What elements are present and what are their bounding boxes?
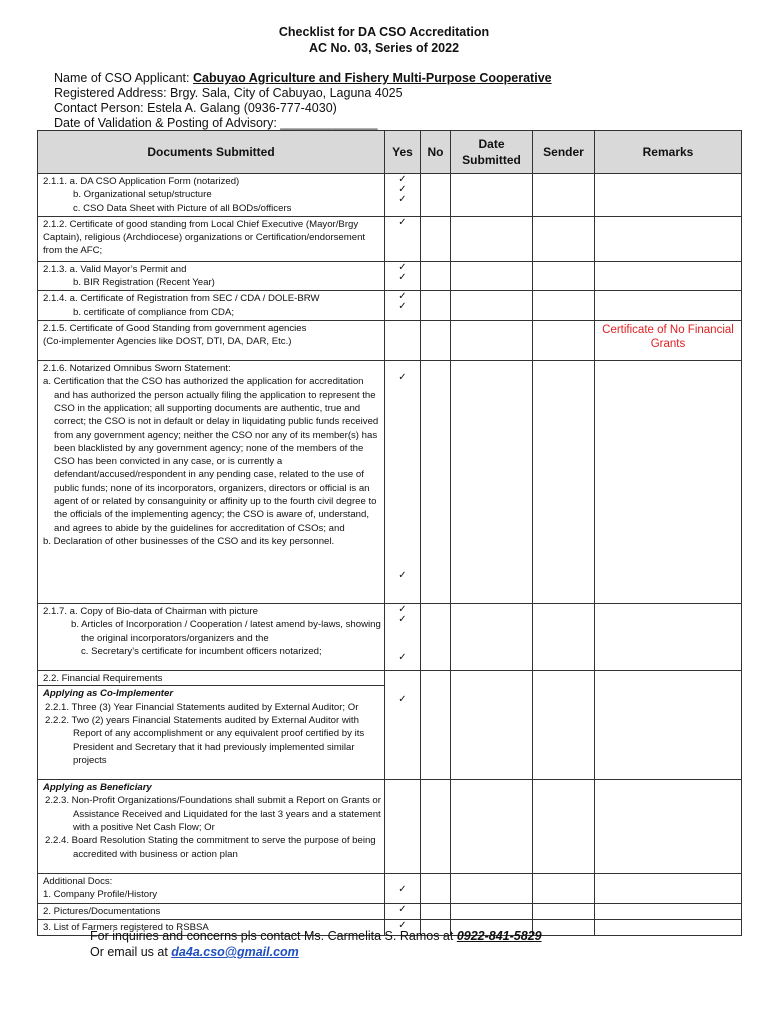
remarks-cell[interactable] bbox=[595, 361, 742, 604]
section-subheading: Applying as Beneficiary bbox=[43, 782, 152, 794]
checklist-table-wrapper bbox=[37, 130, 741, 936]
yes-cell[interactable] bbox=[385, 216, 421, 261]
check-icon: ✓ bbox=[398, 604, 407, 616]
header-documents: Documents Submitted bbox=[38, 131, 385, 174]
check-icon: ✓ bbox=[398, 261, 407, 273]
no-cell[interactable] bbox=[421, 291, 451, 321]
yes-cell[interactable] bbox=[385, 291, 421, 321]
check-icon: ✓ bbox=[398, 570, 407, 582]
check-icon: ✓ bbox=[398, 174, 407, 185]
check-icon: ✓ bbox=[398, 372, 407, 384]
table-row bbox=[38, 671, 742, 780]
doc-line: 2.1.1. a. DA CSO Application Form (notarized) bbox=[43, 176, 240, 187]
applicant-name-line bbox=[54, 71, 552, 85]
header-no: No bbox=[421, 131, 451, 174]
yes-cell[interactable] bbox=[385, 261, 421, 291]
doc-cell bbox=[38, 291, 385, 321]
remarks-cell[interactable]: Certificate of No Financial Grants bbox=[595, 321, 742, 361]
doc-line: 2.1.7. a. Copy of Bio-data of Chairman with picture bbox=[43, 606, 258, 618]
check-icon: ✓ bbox=[398, 184, 407, 195]
doc-line: 2.1.5. Certificate of Good Standing from government agencies bbox=[43, 323, 307, 335]
yes-cell[interactable] bbox=[385, 361, 421, 604]
check-icon: ✓ bbox=[398, 216, 407, 228]
date-cell[interactable] bbox=[451, 361, 533, 604]
sender-cell[interactable] bbox=[533, 291, 595, 321]
check-icon: ✓ bbox=[398, 919, 407, 931]
doc-paragraph: b. Declaration of other businesses of the CSO and its key personnel. bbox=[43, 535, 335, 547]
yes-cell[interactable] bbox=[385, 671, 421, 780]
no-cell[interactable] bbox=[421, 361, 451, 604]
applicant-name-label: Name of CSO Applicant: bbox=[54, 71, 190, 85]
yes-cell[interactable] bbox=[385, 604, 421, 671]
check-icon: ✓ bbox=[398, 903, 407, 915]
table-row bbox=[38, 291, 742, 321]
check-icon: ✓ bbox=[398, 271, 407, 283]
sender-cell[interactable] bbox=[533, 321, 595, 361]
check-icon: ✓ bbox=[398, 694, 407, 706]
date-cell[interactable] bbox=[451, 874, 533, 904]
doc-cell bbox=[38, 174, 385, 217]
yes-cell[interactable] bbox=[385, 903, 421, 919]
date-cell[interactable] bbox=[451, 174, 533, 217]
table-row bbox=[38, 261, 742, 291]
doc-cell bbox=[38, 261, 385, 291]
doc-cell: 2. Pictures/Documentations bbox=[38, 903, 385, 919]
doc-line: c. CSO Data Sheet with Picture of all BODs/officers bbox=[73, 202, 292, 214]
no-cell[interactable] bbox=[421, 780, 451, 874]
table-row bbox=[38, 361, 742, 604]
footer-email-text: Or email us at bbox=[90, 945, 172, 959]
remarks-cell[interactable] bbox=[595, 174, 742, 217]
sender-cell[interactable] bbox=[533, 604, 595, 671]
doc-cell bbox=[38, 671, 385, 780]
page-title: Checklist for DA CSO Accreditation bbox=[278, 25, 490, 39]
check-icon: ✓ bbox=[398, 884, 407, 896]
remarks-cell[interactable] bbox=[595, 261, 742, 291]
yes-cell[interactable] bbox=[385, 874, 421, 904]
sender-cell[interactable] bbox=[533, 261, 595, 291]
page-subtitle: AC No. 03, Series of 2022 bbox=[308, 41, 460, 55]
no-cell[interactable] bbox=[421, 604, 451, 671]
sender-cell[interactable] bbox=[533, 780, 595, 874]
table-row bbox=[38, 604, 742, 671]
doc-cell bbox=[38, 361, 385, 604]
yes-cell[interactable] bbox=[385, 780, 421, 874]
header-date-submitted: Date Submitted bbox=[451, 131, 533, 174]
check-icon: ✓ bbox=[398, 194, 407, 205]
sender-cell[interactable] bbox=[533, 216, 595, 261]
contact-person: Contact Person: Estela A. Galang (0936-777-4030) bbox=[54, 101, 337, 115]
doc-line: 1. Company Profile/History bbox=[43, 889, 158, 901]
sender-cell[interactable] bbox=[533, 903, 595, 919]
table-header-row bbox=[38, 131, 742, 174]
check-icon: ✓ bbox=[398, 301, 407, 313]
validation-date: Date of Validation & Posting of Advisory: ______________ bbox=[54, 116, 378, 130]
header-remarks: Remarks bbox=[595, 131, 742, 174]
remarks-cell[interactable] bbox=[595, 874, 742, 904]
yes-cell[interactable] bbox=[385, 321, 421, 361]
no-cell[interactable] bbox=[421, 261, 451, 291]
date-cell[interactable] bbox=[451, 321, 533, 361]
doc-line: 2.2. Financial Requirements bbox=[38, 671, 384, 686]
doc-paragraph: 2.2.3. Non-Profit Organizations/Foundations shall submit a Report on Grants or Assistance Received and Liquidated for the last 3 years and a statement with a positive Net Cash Flow; Or bbox=[45, 795, 381, 833]
doc-cell bbox=[38, 874, 385, 904]
remarks-cell[interactable] bbox=[595, 780, 742, 874]
doc-cell bbox=[38, 780, 385, 874]
date-cell[interactable] bbox=[451, 291, 533, 321]
doc-cell: 2.1.2. Certificate of good standing from Local Chief Executive (Mayor/Brgy Captain), religious (Archdiocese) organizations or Certification/endorsement from the AFC; bbox=[38, 216, 385, 261]
doc-cell: 3. List of Farmers registered to RSBSA bbox=[38, 919, 385, 935]
check-icon: ✓ bbox=[398, 614, 407, 626]
table-row bbox=[38, 216, 742, 261]
yes-cell[interactable] bbox=[385, 174, 421, 217]
table-row bbox=[38, 874, 742, 904]
doc-cell bbox=[38, 321, 385, 361]
date-cell[interactable] bbox=[451, 671, 533, 780]
sender-cell[interactable] bbox=[533, 174, 595, 217]
date-cell[interactable] bbox=[451, 261, 533, 291]
doc-cell bbox=[38, 604, 385, 671]
no-cell[interactable] bbox=[421, 874, 451, 904]
remarks-cell[interactable] bbox=[595, 919, 742, 935]
doc-line: b. certificate of compliance from CDA; bbox=[73, 306, 235, 318]
table-row bbox=[38, 321, 742, 361]
date-cell[interactable] bbox=[451, 903, 533, 919]
header-sender: Sender bbox=[533, 131, 595, 174]
sender-cell[interactable] bbox=[533, 361, 595, 604]
sender-cell[interactable] bbox=[533, 874, 595, 904]
doc-line: 2.1.4. a. Certificate of Registration from SEC / CDA / DOLE-BRW bbox=[43, 293, 320, 305]
doc-line: 2.1.3. a. Valid Mayor’s Permit and bbox=[43, 263, 187, 275]
doc-paragraph: 2.2.1. Three (3) Year Financial Statements audited by External Auditor; Or bbox=[45, 701, 359, 713]
checklist-table bbox=[37, 130, 742, 936]
header-yes: Yes bbox=[385, 131, 421, 174]
applicant-name-value: Cabuyao Agriculture and Fishery Multi-Purpose Cooperative bbox=[192, 71, 552, 85]
remarks-cell[interactable] bbox=[595, 903, 742, 919]
remarks-cell[interactable] bbox=[595, 604, 742, 671]
footer-contact-line bbox=[90, 929, 542, 943]
no-cell[interactable] bbox=[421, 321, 451, 361]
footer-email-line bbox=[90, 945, 299, 959]
doc-line: Additional Docs: bbox=[43, 876, 113, 888]
footer-contact-text: For inquiries and concerns pls contact Ms. Carmelita S. Ramos at bbox=[90, 929, 457, 943]
doc-line: 2.1.6. Notarized Omnibus Sworn Statement: bbox=[43, 363, 231, 375]
registered-address: Registered Address: Brgy. Sala, City of Cabuyao, Laguna 4025 bbox=[54, 86, 403, 100]
doc-line: b. Organizational setup/structure bbox=[73, 189, 212, 201]
date-cell[interactable] bbox=[451, 216, 533, 261]
no-cell[interactable] bbox=[421, 903, 451, 919]
sender-cell[interactable] bbox=[533, 671, 595, 780]
remarks-cell[interactable] bbox=[595, 291, 742, 321]
doc-line: b. BIR Registration (Recent Year) bbox=[73, 277, 215, 289]
date-cell[interactable] bbox=[451, 780, 533, 874]
footer-phone: 0922-841-5829 bbox=[456, 929, 542, 943]
section-subheading: Applying as Co-Implementer bbox=[43, 688, 174, 700]
doc-paragraph: 2.2.2. Two (2) years Financial Statements audited by External Auditor with Report of any accomplishment or any equivalent proof certified by its President and Secretary that it had previously implemented similar projects bbox=[45, 714, 365, 766]
doc-line: b. Articles of Incorporation / Cooperation / latest amend by-laws, showing the original incorporators/organizers and the bbox=[71, 619, 381, 644]
doc-line: (Co-implementer Agencies like DOST, DTI, DA, DAR, Etc.) bbox=[43, 336, 292, 348]
footer-email-link[interactable]: da4a.cso@gmail.com bbox=[171, 945, 299, 959]
table-row bbox=[38, 780, 742, 874]
doc-paragraph: 2.2.4. Board Resolution Stating the commitment to serve the purpose of being accredited with business or action plan bbox=[45, 835, 376, 860]
check-icon: ✓ bbox=[398, 291, 407, 303]
doc-paragraph: a. Certification that the CSO has authorized the application for accreditation and has authorized the person actually filing the application to represent the CSO in the application; all supporting documents are authentic, true and correct; the CSO is not in default or delay in liquidating public funds received from any government agency; neither the CSO nor any of its member(s) has been blacklisted by any government agency; none of the members of the CSO has been convicted in any case, or is currently a defendant/accused/respondent in any pending case, related to the use of public funds; none of its incorporators, organizers, directors or official is an agent of or related by consanguinity or affinity up to the fourth civil degree to the officials of the implementing agency; the CSO is aware of, understand, and agrees to abide by the guidelines for accreditation of CSOs; and bbox=[43, 376, 379, 534]
remarks-cell[interactable] bbox=[595, 216, 742, 261]
table-row bbox=[38, 903, 742, 919]
check-icon: ✓ bbox=[398, 652, 407, 664]
table-row bbox=[38, 174, 742, 217]
remarks-cell[interactable] bbox=[595, 671, 742, 780]
no-cell[interactable] bbox=[421, 216, 451, 261]
no-cell[interactable] bbox=[421, 174, 451, 217]
no-cell[interactable] bbox=[421, 671, 451, 780]
date-cell[interactable] bbox=[451, 604, 533, 671]
doc-line: c. Secretary’s certificate for incumbent officers notarized; bbox=[81, 645, 322, 657]
